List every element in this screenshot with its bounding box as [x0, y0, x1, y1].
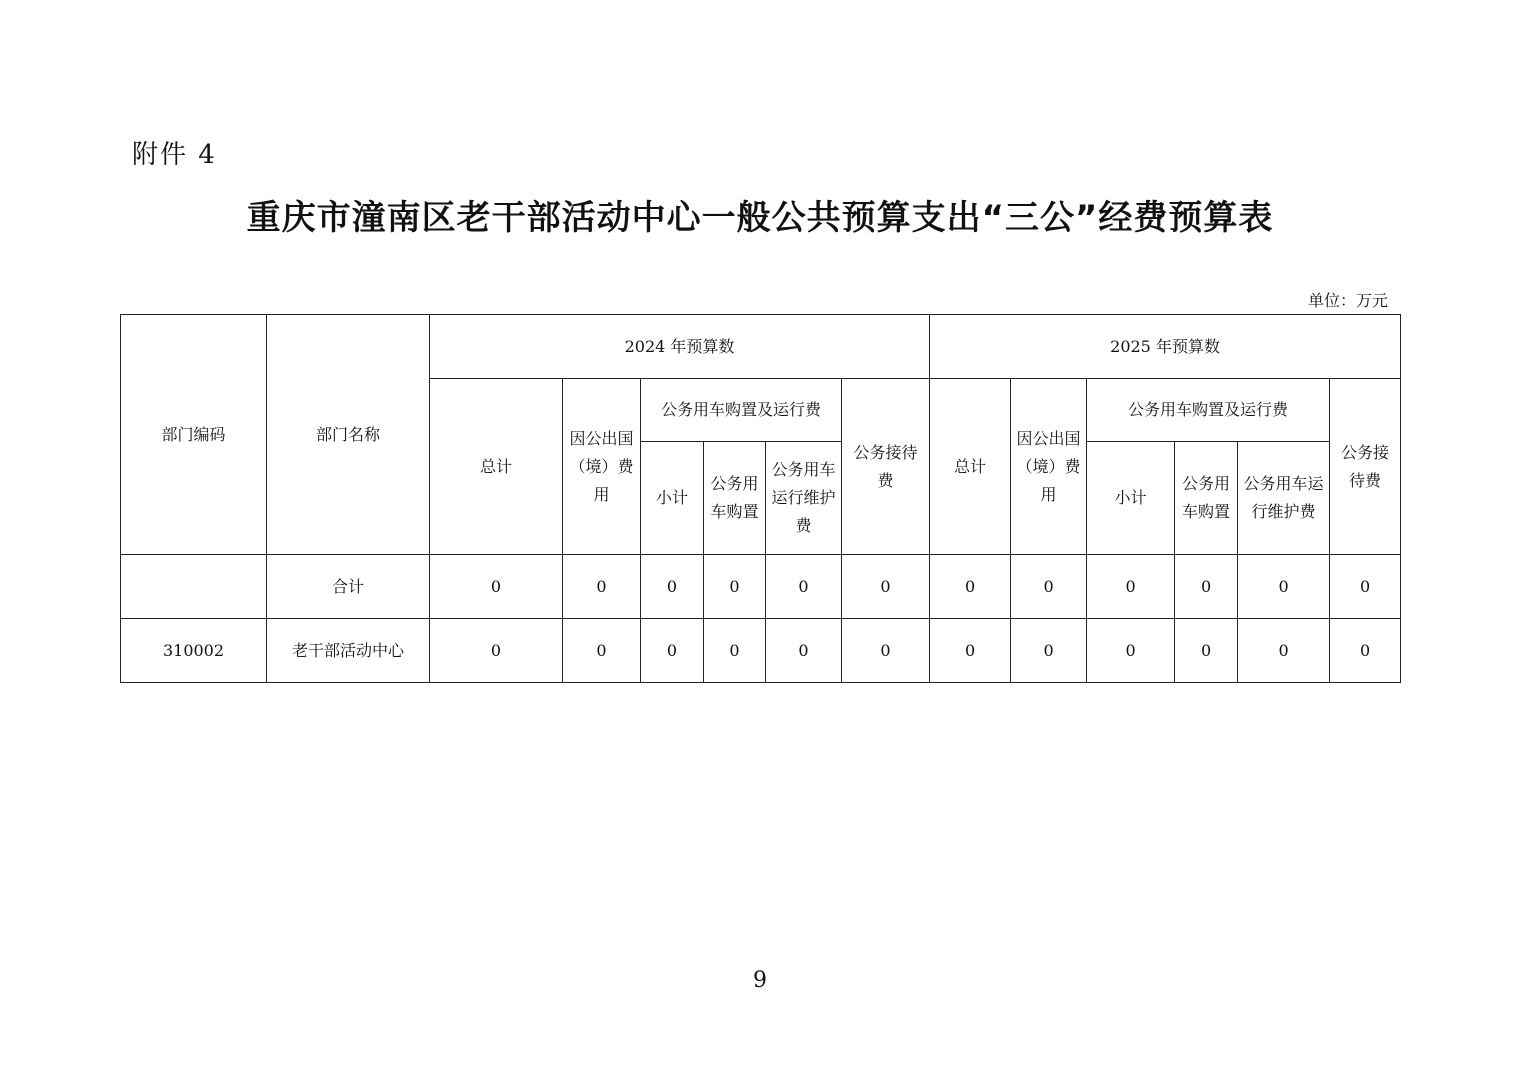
attachment-label: 附件 4	[132, 140, 217, 170]
header-2024-abroad: 因公出国（境）费用	[563, 379, 641, 555]
header-2025-total: 总计	[930, 379, 1011, 555]
header-dept-name: 部门名称	[267, 315, 430, 555]
header-2025-subtotal: 小计	[1087, 442, 1175, 555]
header-2024-vehicle-purchase: 公务用车购置	[704, 442, 766, 555]
cell-value: 0	[930, 619, 1011, 683]
cell-value: 0	[1087, 619, 1175, 683]
header-dept-code: 部门编码	[121, 315, 267, 555]
cell-value: 0	[430, 555, 563, 619]
cell-value: 0	[704, 619, 766, 683]
cell-value: 0	[1011, 555, 1087, 619]
cell-value: 0	[563, 619, 641, 683]
budget-table	[120, 314, 1401, 683]
header-2024: 2024 年预算数	[430, 315, 930, 379]
header-2025-vehicle-purchase: 公务用车购置	[1175, 442, 1238, 555]
cell-value: 0	[1238, 555, 1330, 619]
cell-value: 0	[563, 555, 641, 619]
cell-value: 0	[1238, 619, 1330, 683]
cell-value: 0	[1175, 619, 1238, 683]
cell-value: 0	[641, 555, 704, 619]
unit-label: 单位：万元	[1307, 291, 1388, 310]
cell-value: 0	[1175, 555, 1238, 619]
cell-value: 0	[704, 555, 766, 619]
cell-value: 0	[842, 555, 930, 619]
cell-value: 0	[1011, 619, 1087, 683]
header-2024-vehicle-run: 公务用车运行维护费	[766, 442, 842, 555]
header-2024-total: 总计	[430, 379, 563, 555]
page-title: 重庆市潼南区老干部活动中心一般公共预算支出“三公”经费预算表	[246, 198, 1274, 238]
header-2025-reception: 公务接待费	[1330, 379, 1401, 555]
cell-value: 0	[766, 619, 842, 683]
header-2024-subtotal: 小计	[641, 442, 704, 555]
cell-value: 0	[1330, 619, 1401, 683]
row-name: 老干部活动中心	[267, 619, 430, 683]
cell-value: 0	[766, 555, 842, 619]
cell-value: 0	[641, 619, 704, 683]
header-2025: 2025 年预算数	[930, 315, 1401, 379]
page-number: 9	[753, 968, 767, 993]
cell-value: 0	[430, 619, 563, 683]
table-row-dept	[121, 619, 1401, 683]
header-2024-reception: 公务接待费	[842, 379, 930, 555]
row-code: 310002	[121, 619, 267, 683]
cell-value: 0	[930, 555, 1011, 619]
header-2025-vehicle-run: 公务用车运行维护费	[1238, 442, 1330, 555]
cell-value: 0	[842, 619, 930, 683]
table-row-total	[121, 555, 1401, 619]
cell-value: 0	[1330, 555, 1401, 619]
row-code	[121, 555, 267, 619]
header-2025-abroad: 因公出国（境）费用	[1011, 379, 1087, 555]
cell-value: 0	[1087, 555, 1175, 619]
row-name: 合计	[267, 555, 430, 619]
header-2025-vehicle-group: 公务用车购置及运行费	[1087, 379, 1330, 442]
header-row-years	[121, 315, 1401, 379]
header-2024-vehicle-group: 公务用车购置及运行费	[641, 379, 842, 442]
